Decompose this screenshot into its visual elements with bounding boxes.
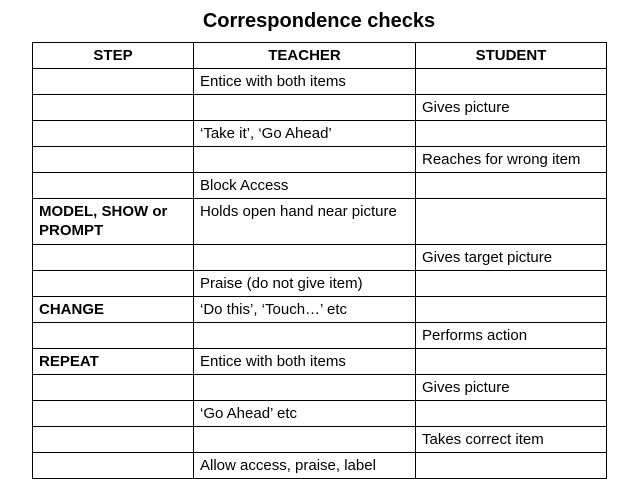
- header-student: STUDENT: [416, 43, 607, 69]
- table-row: [33, 271, 607, 297]
- student-cell: [416, 271, 607, 297]
- student-cell: [416, 121, 607, 147]
- table-row: [33, 199, 607, 245]
- student-cell: [416, 199, 607, 245]
- page-title: Correspondence checks: [202, 10, 436, 32]
- student-cell: [416, 173, 607, 199]
- teacher-cell: ‘Take it’, ‘Go Ahead’: [194, 121, 416, 147]
- table-row: [33, 453, 607, 479]
- teacher-cell: [194, 147, 416, 173]
- step-cell: [33, 375, 194, 401]
- step-cell: [33, 147, 194, 173]
- header-teacher: TEACHER: [194, 43, 416, 69]
- table-row: [33, 323, 607, 349]
- step-cell: [33, 121, 194, 147]
- step-cell: [33, 245, 194, 271]
- table-header-row: [33, 43, 607, 69]
- student-cell: [416, 401, 607, 427]
- table-row: [33, 173, 607, 199]
- student-cell: [416, 349, 607, 375]
- step-cell: [33, 69, 194, 95]
- student-cell: [416, 453, 607, 479]
- teacher-cell: [194, 245, 416, 271]
- table-row: [33, 245, 607, 271]
- table-row: [33, 375, 607, 401]
- step-cell: [33, 323, 194, 349]
- step-cell: [33, 427, 194, 453]
- table-row: [33, 121, 607, 147]
- teacher-cell: [194, 323, 416, 349]
- header-step: STEP: [33, 43, 194, 69]
- teacher-cell: Praise (do not give item): [194, 271, 416, 297]
- teacher-cell: Block Access: [194, 173, 416, 199]
- table-row: [33, 401, 607, 427]
- student-cell: Takes correct item: [416, 427, 607, 453]
- step-cell: [33, 271, 194, 297]
- teacher-cell: [194, 375, 416, 401]
- student-cell: Gives target picture: [416, 245, 607, 271]
- step-cell: [33, 95, 194, 121]
- teacher-cell: [194, 427, 416, 453]
- teacher-cell: Entice with both items: [194, 349, 416, 375]
- teacher-cell: [194, 95, 416, 121]
- table-row: [33, 69, 607, 95]
- table-row: [33, 427, 607, 453]
- table-row: [33, 95, 607, 121]
- teacher-cell: Allow access, praise, label: [194, 453, 416, 479]
- student-cell: Gives picture: [416, 375, 607, 401]
- step-cell: CHANGE: [33, 297, 194, 323]
- correspondence-table: [32, 42, 607, 479]
- student-cell: [416, 297, 607, 323]
- teacher-cell: ‘Do this’, ‘Touch…’ etc: [194, 297, 416, 323]
- step-cell: [33, 173, 194, 199]
- teacher-cell: Entice with both items: [194, 69, 416, 95]
- student-cell: Performs action: [416, 323, 607, 349]
- step-cell: REPEAT: [33, 349, 194, 375]
- step-cell: [33, 453, 194, 479]
- teacher-cell: ‘Go Ahead’ etc: [194, 401, 416, 427]
- step-cell: [33, 401, 194, 427]
- table-row: [33, 297, 607, 323]
- step-cell: MODEL, SHOW or PROMPT: [33, 199, 194, 245]
- student-cell: Reaches for wrong item: [416, 147, 607, 173]
- student-cell: Gives picture: [416, 95, 607, 121]
- student-cell: [416, 69, 607, 95]
- table-row: [33, 147, 607, 173]
- table-row: [33, 349, 607, 375]
- teacher-cell: Holds open hand near picture: [194, 199, 416, 245]
